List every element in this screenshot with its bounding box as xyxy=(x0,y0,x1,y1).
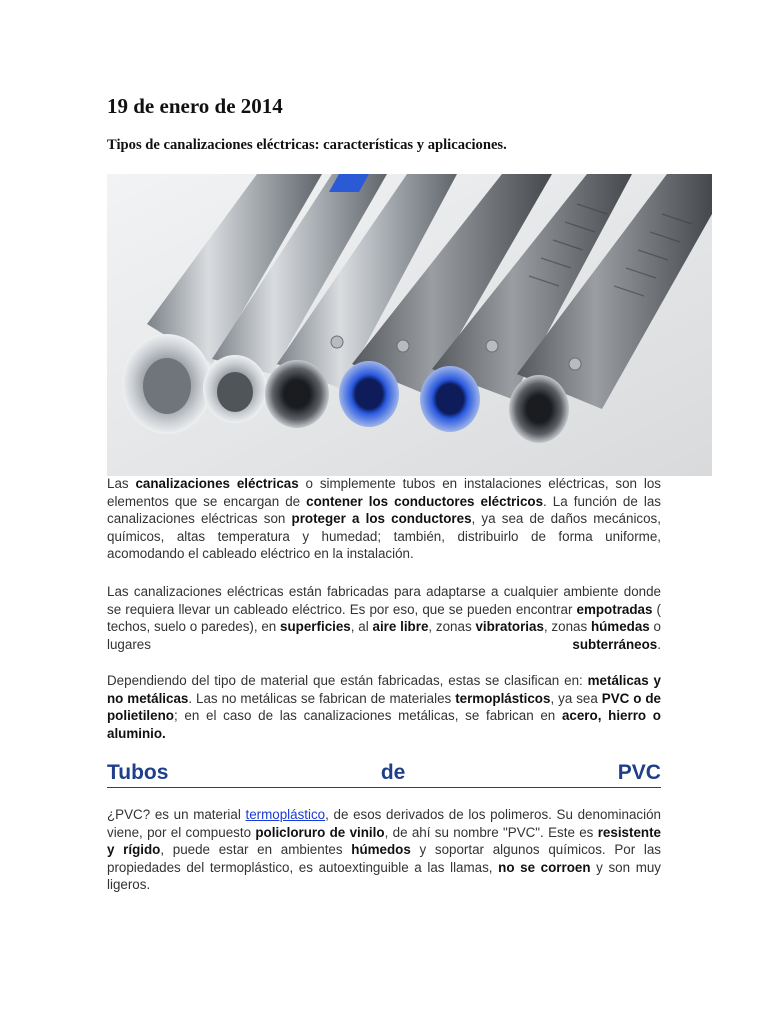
text: , de ahí su nombre "PVC". Este es xyxy=(384,824,598,840)
text: , ya sea de daños mecánicos, químicos, altas temperatura y humedad; también, distribuirlo de forma uniforme, acomodando el cableado eléctrico en la instalación. xyxy=(107,511,661,562)
text: Dependiendo del tipo de material que están fabricadas, estas se clasifican en: xyxy=(107,673,588,688)
bold-text: canalizaciones eléctricas xyxy=(135,476,299,491)
bold-text: aire libre xyxy=(372,619,429,635)
text: o lugares xyxy=(107,619,661,652)
text: o simplemente tubos en instalaciones eléctricas, son los elementos que se encargan de xyxy=(107,476,661,509)
post-title: Tipos de canalizaciones eléctricas: características y aplicaciones. xyxy=(107,137,507,153)
text: ¿PVC? es un material xyxy=(107,807,246,822)
text: ( techos, suelo o paredes), en xyxy=(107,601,661,635)
heading-word: PVC xyxy=(617,761,661,784)
bold-text: acero, hierro o aluminio. xyxy=(107,708,661,741)
bold-text: proteger a los conductores xyxy=(291,511,472,527)
text: . Las no metálicas se fabrican de materiales xyxy=(188,690,456,706)
paragraph-intro xyxy=(107,475,661,563)
bold-text: no se corroen xyxy=(498,859,591,875)
heading-word: Tubos xyxy=(107,761,169,784)
text: y soportar algunos químicos. Por las propiedades del termoplástico, es autoextinguible a las llamas, xyxy=(107,842,661,875)
text: , puede estar en ambientes xyxy=(160,842,352,858)
bold-text: PVC o de polietileno xyxy=(107,690,662,724)
text: . La función de las canalizaciones eléctricas son xyxy=(107,493,661,527)
text: Las canalizaciones eléctricas están fabricadas para adaptarse a cualquier ambiente donde se requiera llevar un cableado eléctrico. Es por eso, que se pueden encontrar xyxy=(107,584,661,617)
text: , al xyxy=(350,619,373,635)
bold-text: policloruro de vinilo xyxy=(255,824,385,840)
bold-text: vibratorias xyxy=(475,619,544,635)
bold-text: superficies xyxy=(280,619,351,635)
conduits-photo xyxy=(107,174,712,476)
text: , de esos derivados de los polimeros. Su denominación viene, por el compuesto xyxy=(107,807,661,840)
heading-word: de xyxy=(380,761,406,784)
bold-text: húmedos xyxy=(351,842,411,858)
text: ; en el caso de las canalizaciones metálicas, se fabrican en xyxy=(173,708,562,724)
bold-text: termoplásticos xyxy=(455,690,551,706)
bold-text: metálicas y no metálicas xyxy=(107,673,661,706)
paragraph-pvc xyxy=(107,806,661,894)
text: , zonas xyxy=(428,619,476,635)
bold-text: húmedas xyxy=(590,619,650,635)
post-date: 19 de enero de 2014 xyxy=(107,94,283,118)
bold-text: subterráneos xyxy=(572,636,658,652)
text: Las xyxy=(107,476,136,491)
paragraph-materials xyxy=(107,672,661,742)
bold-text: contener los conductores eléctricos xyxy=(306,493,544,509)
text: y son muy ligeros. xyxy=(107,859,661,893)
bold-text: resistente y rígido xyxy=(107,824,661,858)
text: . xyxy=(657,636,661,652)
section-heading-pvc xyxy=(107,760,661,788)
bold-text: empotradas xyxy=(576,601,653,617)
text: , ya sea xyxy=(550,690,602,706)
text: , zonas xyxy=(543,619,591,635)
paragraph-environments xyxy=(107,583,661,653)
termoplastico-link[interactable]: termoplástico xyxy=(245,807,326,822)
